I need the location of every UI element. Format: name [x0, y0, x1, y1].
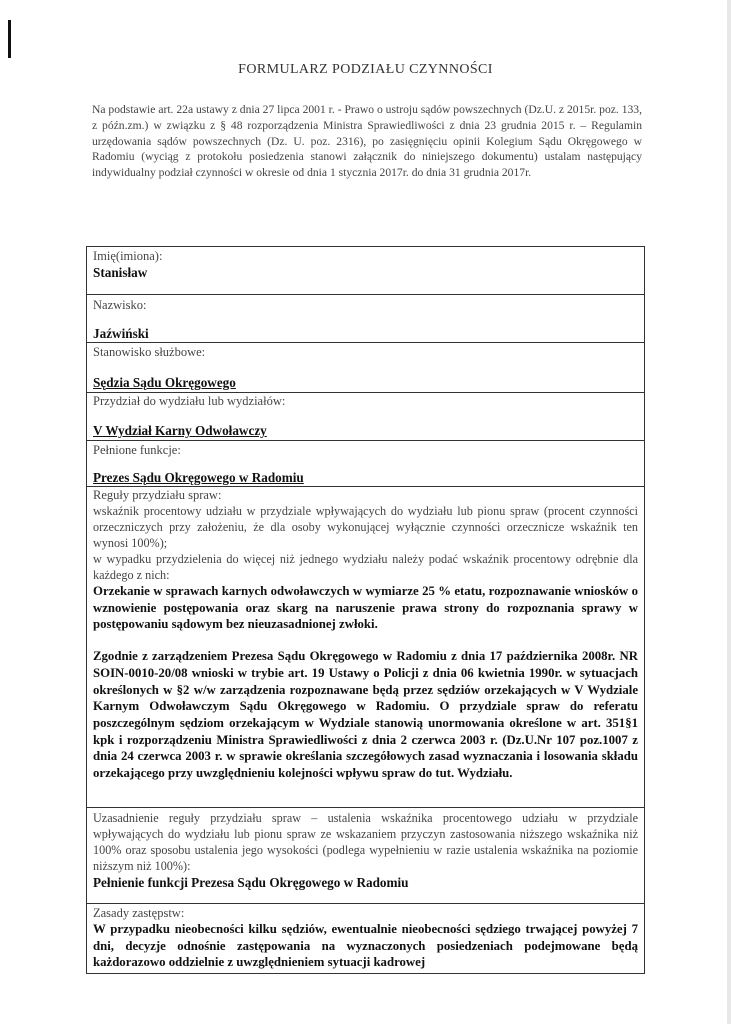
- assignment-form: [86, 246, 645, 974]
- intro-paragraph: Na podstawie art. 22a ustawy z dnia 27 lipca 2001 r. - Prawo o ustroju sądów powszechnych (Dz.U. z 2015r. poz. 133, z późn.zm.) w związku z § 48 rozporządzenia Ministra Sprawiedliwości z dnia 23 grudnia 2015 r. – Regulamin urzędowania sądów powszechnych (Dz. U. poz. 2316), po zasięgnięciu opinii Kolegium Sądu Okręgowego w Radomiu (wyciąg z protokołu posiedzenia stanowi załącznik do niniejszego dokumentu) ustalam następujący indywidualny podział czynności w okresie od dnia 1 stycznia 2017r. do dnia 31 grudnia 2017r.: [92, 103, 642, 180]
- rules-regulation-paragraph: Zgodnie z zarządzeniem Prezesa Sądu Okręgowego w Radomiu z dnia 17 października 2008r. NR SOIN-0010-20/08 wnioski w trybie art. 19 Ustawy o Policji z dnia 06 kwietnia 1990r. w sytuacjach określonych w §2 w/w zarządzenia rozpoznawane będą przez sędziów orzekających w V Wydziale Karnym Odwoławczym Sądu Okręgowego w Radomiu. O przydziale spraw do referatu poszczególnym sędziom orzekającym w Wydziale stanowią unormowania określone w art. 351§1 kpk i rozporządzeniu Ministra Sprawiedliwości z dnia 2 czerwca 2003 r. (Dz.U.Nr 107 poz.1007 z dnia 24 czerwca 2003 r. w sprawie określania szczegółowych zasad wyznaczania i losowania składu orzekającego przy uwzględnieniu kolejności wpływu spraw do tut. Wydziału.: [93, 649, 638, 781]
- surname-section: [87, 295, 644, 343]
- rules-assignment-paragraph: Orzekanie w sprawach karnych odwoławczych w wymiarze 25 % etatu, rozpoznawanie wniosków o wznowienie postępowania oraz skarg na naruszenie prawa strony do rozpoznania sprawy w postępowaniu sądowym bez nieuzasadnionej zwłoki.: [93, 584, 638, 632]
- rules-section: [87, 487, 644, 808]
- position-value: Sędzia Sądu Okręgowego: [93, 375, 236, 390]
- justification-label: Uzasadnienie reguły przydziału spraw – ustalenia wskaźnika procentowego udziału w przydziale wpływających do wydziału lub pionu spraw ze wskazaniem przyczyn zastosowania niższego wskaźnika niż 100% oraz sposobu ustalenia jego wysokości (podlega wypełnieniu w razie ustalenia wskaźnika na poziomie niższym niż 100%):: [93, 811, 638, 873]
- document-title: FORMULARZ PODZIAŁU CZYNNOŚCI: [238, 62, 493, 77]
- first-name-label: Imię(imiona):: [93, 249, 163, 263]
- rules-label: Reguły przydziału spraw:: [93, 488, 222, 502]
- substitution-section: [87, 904, 644, 973]
- justification-section: [87, 808, 644, 904]
- surname-label: Nazwisko:: [93, 298, 147, 312]
- rules-note-multiple-divisions: w wypadku przydzielenia do więcej niż jednego wydziału należy podać wskaźnik procentowy odrębnie dla każdego z nich:: [93, 552, 638, 582]
- position-label: Stanowisko służbowe:: [93, 345, 206, 359]
- justification-value: Pełnienie funkcji Prezesa Sądu Okręgowego w Radomiu: [93, 875, 409, 890]
- division-value: V Wydział Karny Odwoławczy: [93, 423, 267, 438]
- scan-edge-shadow: [727, 0, 731, 1024]
- functions-label: Pełnione funkcje:: [93, 443, 181, 457]
- first-name-section: [87, 247, 644, 295]
- rules-note-percentage: wskaźnik procentowy udziału w przydziale wpływających do wydziału lub pionu spraw (procent czynności orzeczniczych przy założeniu, że dla osoby wykonującej wyłącznie czynności orzecznicze wskaźnik ten wynosi 100%);: [93, 504, 638, 550]
- substitution-value: W przypadku nieobecności kilku sędziów, ewentualnie nieobecności sędziego trwającej powyżej 7 dni, decyzje odnośnie zastępowania na wyznaczonych posiedzeniach podejmowane będą każdorazowo oddzielnie z uwzględnieniem sytuacji kadrowej: [93, 922, 638, 970]
- position-section: [87, 343, 644, 393]
- substitution-label: Zasady zastępstw:: [93, 906, 185, 920]
- functions-section: [87, 441, 644, 487]
- surname-value: Jaźwiński: [93, 326, 149, 341]
- division-section: [87, 393, 644, 441]
- division-label: Przydział do wydziału lub wydziałów:: [93, 394, 286, 408]
- functions-value: Prezes Sądu Okręgowego w Radomiu: [93, 470, 304, 485]
- first-name-value: Stanisław: [93, 265, 148, 280]
- page-edge-mark: [8, 20, 11, 58]
